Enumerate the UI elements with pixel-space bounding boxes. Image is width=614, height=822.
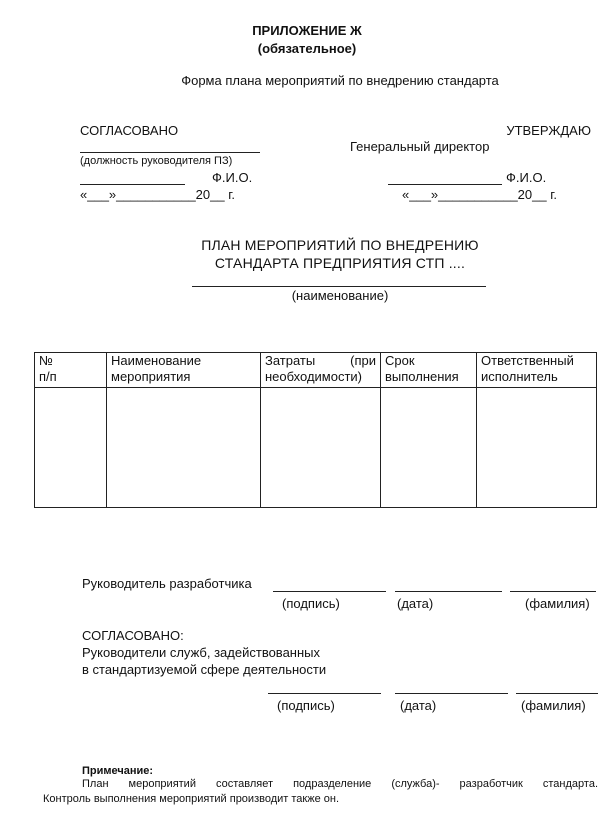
date-caption-1: (дата) xyxy=(397,596,434,611)
col-responsible-header: Ответственный исполнитель xyxy=(477,353,597,388)
plan-title-line1: ПЛАН МЕРОПРИЯТИЙ ПО ВНЕДРЕНИЮ xyxy=(201,237,479,253)
surname-line-1 xyxy=(510,591,596,592)
appendix-title: ПРИЛОЖЕНИЕ Ж xyxy=(252,23,362,38)
surname-line-2 xyxy=(516,693,598,694)
agreed-label: СОГЛАСОВАНО xyxy=(80,123,179,138)
col-deadline-header: Срок выполнения xyxy=(381,353,477,388)
table-cell xyxy=(477,388,597,508)
table-header-row xyxy=(35,353,597,388)
fio-line-right xyxy=(388,184,502,185)
table-cell xyxy=(261,388,381,508)
plan-table xyxy=(34,352,597,508)
form-title: Форма плана мероприятий по внедрению стандарта xyxy=(181,73,499,88)
fio-line-left xyxy=(80,184,185,185)
plan-name-caption: (наименование) xyxy=(291,288,389,303)
services-line1: Руководители служб, задействованных xyxy=(82,645,320,660)
signature-line-1 xyxy=(273,591,386,592)
note-line1: План мероприятий составляет подразделение (служба)- разработчик стандарта. xyxy=(82,778,598,790)
services-line2: в стандартизуемой сфере деятельности xyxy=(82,662,327,677)
date-right: «___»___________20__ г. xyxy=(402,187,557,202)
date-line-1 xyxy=(395,591,502,592)
date-left: «___»___________20__ г. xyxy=(80,187,235,202)
signature-line-2 xyxy=(268,693,381,694)
col-number-header: № п/п xyxy=(35,353,107,388)
date-line-2 xyxy=(395,693,508,694)
note-line2: Контроль выполнения мероприятий производит также он. xyxy=(43,793,339,805)
table-cell xyxy=(35,388,107,508)
table-cell xyxy=(381,388,477,508)
signature-caption-2: (подпись) xyxy=(277,698,335,713)
date-caption-2: (дата) xyxy=(400,698,437,713)
col-name-header: Наименование мероприятия xyxy=(107,353,261,388)
table-row xyxy=(35,388,597,508)
signature-caption-1: (подпись) xyxy=(282,596,340,611)
plan-title-line2: СТАНДАРТА ПРЕДПРИЯТИЯ СТП .... xyxy=(214,255,466,271)
developer-head-label: Руководитель разработчика xyxy=(82,576,252,591)
agreed-services-label: СОГЛАСОВАНО: xyxy=(82,628,184,643)
note-title: Примечание: xyxy=(82,765,154,777)
general-director-label: Генеральный директор xyxy=(350,139,490,154)
fio-left: Ф.И.О. xyxy=(212,170,253,185)
table-cell xyxy=(107,388,261,508)
approve-label: УТВЕРЖДАЮ xyxy=(506,123,591,138)
col-cost-header: Затраты (при необходимости) xyxy=(261,353,381,388)
appendix-mandatory: (обязательное) xyxy=(257,41,357,56)
plan-name-line xyxy=(192,286,486,287)
fio-right: Ф.И.О. xyxy=(506,170,547,185)
position-line xyxy=(80,152,260,153)
surname-caption-2: (фамилия) xyxy=(521,698,586,713)
surname-caption-1: (фамилия) xyxy=(525,596,590,611)
position-caption: (должность руководителя ПЗ) xyxy=(80,155,233,167)
